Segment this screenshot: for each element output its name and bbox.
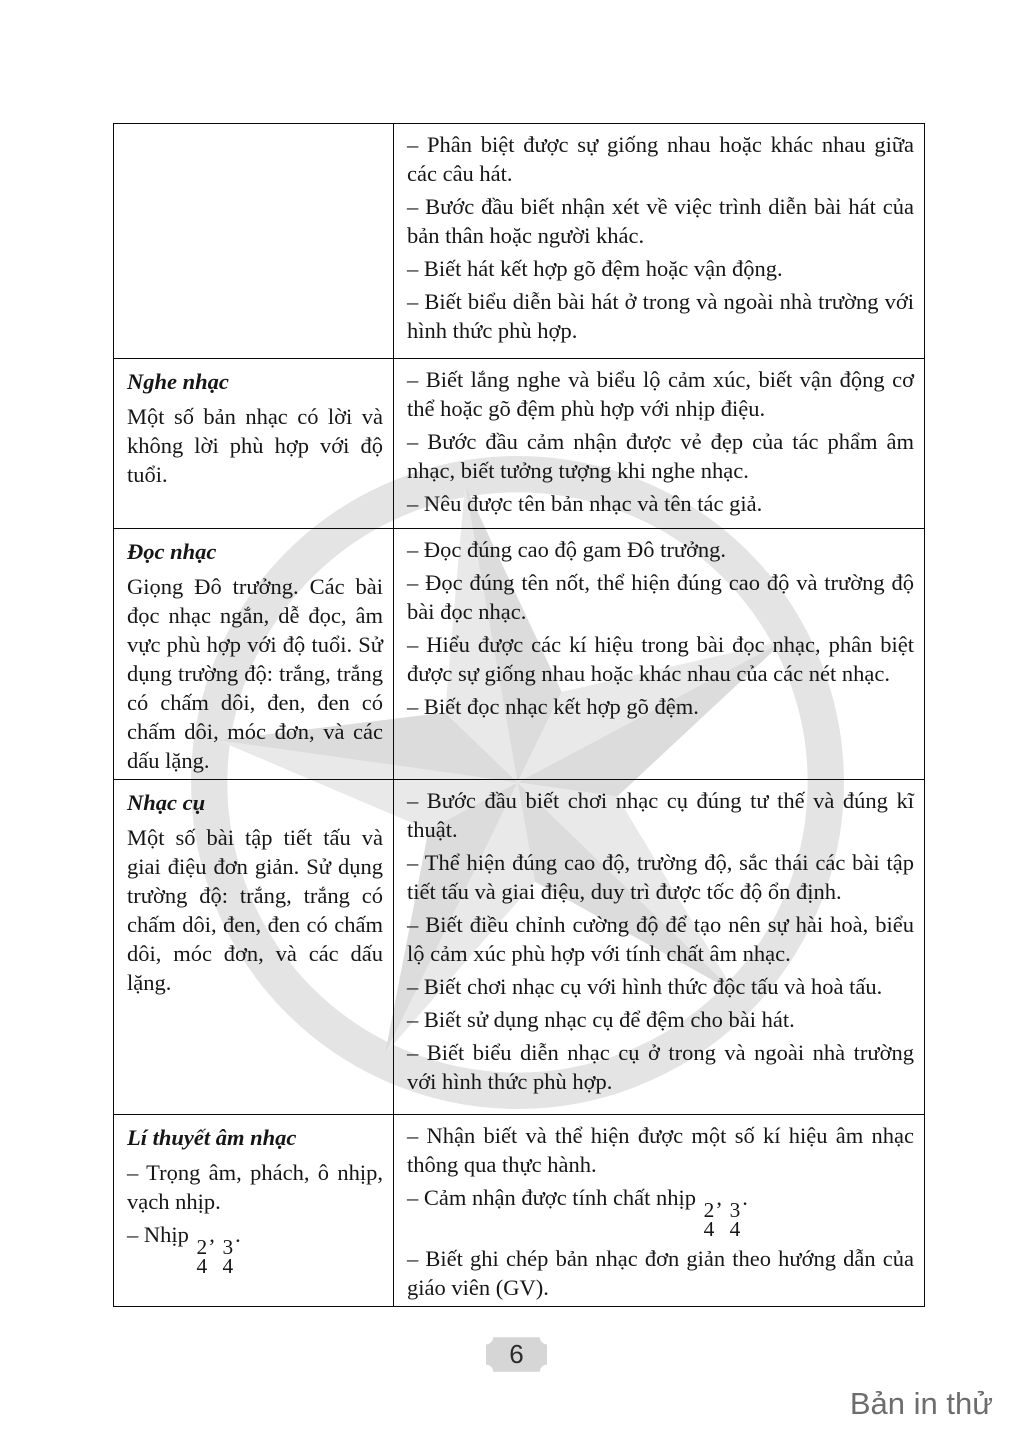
topic-description: Một số bài tập tiết tấu và giai điệu đơn giản. Sử dụng trường độ: trắng, trắng có chấm dôi, đen, đen có chấm dôi, móc đơn, và các dấu lặng. <box>127 825 383 995</box>
requirement-item: – Biết điều chỉnh cường độ để tạo nên sự hài hoà, biểu lộ cảm xúc phù hợp với tính chất âm nhạc. <box>407 912 914 966</box>
requirements-cell <box>394 1115 925 1307</box>
table-row <box>114 529 925 780</box>
page-number: 6 <box>509 1339 524 1369</box>
requirement-item: – Bước đầu cảm nhận được vẻ đẹp của tác phẩm âm nhạc, biết tưởng tượng khi nghe nhạc. <box>407 429 914 483</box>
topic-cell <box>114 780 394 1115</box>
time-signature-3-4: 3 4 <box>222 1234 234 1279</box>
requirement-item: – Nhận biết và thể hiện được một số kí hiệu âm nhạc thông qua thực hành. <box>407 1123 914 1177</box>
table-row <box>114 780 925 1115</box>
meter-suffix: . <box>235 1222 241 1247</box>
topic-cell <box>114 359 394 529</box>
requirements-cell <box>394 124 925 359</box>
requirement-item: – Biết hát kết hợp gõ đệm hoặc vận động. <box>407 256 783 281</box>
meter-separator: , <box>209 1222 221 1247</box>
requirement-item: – Hiểu được các kí hiệu trong bài đọc nhạc, phân biệt được sự giống nhau hoặc khác nhau của các nét nhạc. <box>407 632 914 686</box>
topic-heading: Nghe nhạc <box>127 369 229 394</box>
meter-line <box>127 1220 383 1277</box>
requirement-item: – Biết sử dụng nhạc cụ để đệm cho bài hát. <box>407 1007 795 1032</box>
requirement-item: – Biết biểu diễn nhạc cụ ở trong và ngoài nhà trường với hình thức phù hợp. <box>407 1040 914 1094</box>
requirement-item: – Biết ghi chép bản nhạc đơn giản theo hướng dẫn của giáo viên (GV). <box>407 1246 914 1301</box>
requirement-item: – Phân biệt được sự giống nhau hoặc khác nhau giữa các câu hát. <box>407 132 914 186</box>
meter-suffix: . <box>742 1185 748 1210</box>
requirement-item: – Bước đầu biết chơi nhạc cụ đúng tư thế và đúng kĩ thuật. <box>407 788 914 842</box>
table-row <box>114 1115 925 1307</box>
topic-description: Một số bản nhạc có lời và không lời phù hợp với độ tuổi. <box>127 404 383 487</box>
meter-prefix: – Nhịp <box>127 1222 195 1247</box>
requirement-item: – Biết chơi nhạc cụ với hình thức độc tấu và hoà tấu. <box>407 974 883 999</box>
time-signature-2-4: 2 4 <box>703 1197 715 1242</box>
print-draft-label: Bản in thử <box>849 1386 993 1421</box>
requirement-item: – Biết đọc nhạc kết hợp gõ đệm. <box>407 694 699 719</box>
time-signature-2-4: 2 4 <box>196 1234 208 1279</box>
requirement-item: – Thể hiện đúng cao độ, trường độ, sắc thái các bài tập tiết tấu và giai điệu, duy trì được tốc độ ổn định. <box>407 850 914 904</box>
requirement-item: – Nêu được tên bản nhạc và tên tác giả. <box>407 491 763 516</box>
topic-heading: Nhạc cụ <box>127 790 206 815</box>
topic-cell <box>114 529 394 780</box>
topic-description: Giọng Đô trưởng. Các bài đọc nhạc ngắn, dễ đọc, âm vực phù hợp với độ tuổi. Sử dụng trường độ: trắng, trắng có chấm dôi, đen, đen có chấm dôi, móc đơn, và các dấu lặng. <box>127 574 383 773</box>
time-signature-3-4: 3 4 <box>729 1197 741 1242</box>
meter-line <box>407 1183 914 1240</box>
requirements-cell <box>394 359 925 529</box>
curriculum-table <box>113 123 925 1307</box>
requirement-item: – Đọc đúng cao độ gam Đô trưởng. <box>407 537 727 562</box>
requirement-item: – Biết biểu diễn bài hát ở trong và ngoài nhà trường với hình thức phù hợp. <box>407 289 914 343</box>
requirements-cell <box>394 780 925 1115</box>
requirement-item: – Bước đầu biết nhận xét về việc trình diễn bài hát của bản thân hoặc người khác. <box>407 194 914 248</box>
topic-heading: Đọc nhạc <box>127 539 217 564</box>
meter-prefix: – Cảm nhận được tính chất nhịp <box>407 1185 702 1210</box>
topic-description: – Trọng âm, phách, ô nhịp, vạch nhịp. <box>127 1160 383 1214</box>
topic-cell <box>114 1115 394 1307</box>
meter-separator: , <box>716 1185 728 1210</box>
page-number-badge <box>486 1337 547 1372</box>
topic-heading: Lí thuyết âm nhạc <box>127 1125 297 1150</box>
table-row <box>114 124 925 359</box>
table-row <box>114 359 925 529</box>
requirement-item: – Biết lắng nghe và biểu lộ cảm xúc, biết vận động cơ thể hoặc gõ đệm phù hợp với nhịp điệu. <box>407 367 914 421</box>
topic-cell <box>114 124 394 359</box>
requirement-item: – Đọc đúng tên nốt, thể hiện đúng cao độ và trường độ bài đọc nhạc. <box>407 570 914 624</box>
requirements-cell <box>394 529 925 780</box>
